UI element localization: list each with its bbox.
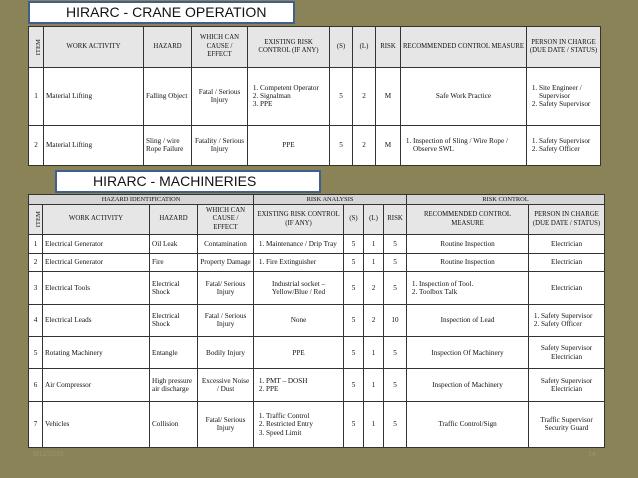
table-row: [29, 369, 605, 401]
machineries-table: [28, 194, 605, 448]
risk-cell: M: [376, 125, 401, 165]
existing-control-cell: [254, 401, 344, 447]
person-in-charge-cell: [529, 304, 605, 336]
header-existing-control: EXISTING RISK CONTROL (IF ANY): [248, 27, 330, 68]
work-activity-cell: Material Lifting: [44, 68, 144, 126]
header-existing-control: EXISTING RISK CONTROL (IF ANY): [254, 205, 344, 235]
machineries-title: HIRARC - MACHINERIES: [55, 170, 321, 193]
band-risk-analysis: RISK ANALYSIS: [254, 195, 407, 205]
hazard-cell: Sling / wire Rope Failure: [144, 125, 192, 165]
work-activity-cell: Electrical Leads: [43, 304, 150, 336]
crane-header-row: [29, 27, 601, 68]
existing-control-list: [250, 84, 327, 109]
existing-control-cell: [254, 235, 344, 254]
table-row: [29, 125, 601, 165]
effect-cell: Fatal/ Serious Injury: [198, 272, 254, 304]
footer-date: 8/11/2018: [33, 451, 64, 458]
header-severity: (S): [344, 205, 364, 235]
effect-cell: Bodily Injury: [198, 337, 254, 369]
severity-cell: 5: [344, 304, 364, 336]
list-item: 1. Inspection of Tool.: [419, 280, 526, 288]
table-row: [29, 401, 605, 447]
effect-cell: Contamination: [198, 235, 254, 254]
item-cell: 7: [29, 401, 43, 447]
list-item: 2. PPE: [266, 385, 341, 393]
likelihood-cell: 2: [353, 68, 376, 126]
person-in-charge-cell: Electrician: [529, 235, 605, 254]
list-item: 2. Safety Officer: [541, 320, 602, 328]
person-in-charge-cell: Safety Supervisor Electrician: [529, 337, 605, 369]
person-in-charge-cell: Electrician: [529, 272, 605, 304]
list-item: 2. Restricted Entry: [266, 420, 341, 428]
header-hazard: HAZARD: [144, 27, 192, 68]
risk-cell: 5: [384, 401, 407, 447]
existing-control-list: [256, 412, 341, 437]
item-cell: 3: [29, 272, 43, 304]
machinery-table-body: [29, 235, 605, 448]
header-hazard: HAZARD: [150, 205, 198, 235]
header-severity: (S): [330, 27, 353, 68]
work-activity-cell: Electrical Generator: [43, 235, 150, 254]
likelihood-cell: 2: [353, 125, 376, 165]
existing-control-cell: Industrial socket – Yellow/Blue / Red: [254, 272, 344, 304]
recommended-measure-cell: Inspection of Lead: [407, 304, 529, 336]
crane-table-body: [29, 68, 601, 166]
item-cell: 2: [29, 125, 44, 165]
effect-cell: Excessive Noise / Dust: [198, 369, 254, 401]
risk-cell: 10: [384, 304, 407, 336]
header-item: ITEM: [29, 27, 44, 68]
work-activity-cell: Electrical Generator: [43, 253, 150, 272]
severity-cell: 5: [344, 253, 364, 272]
table-row: [29, 304, 605, 336]
header-item: ITEM: [29, 205, 43, 235]
recommended-measure-cell: Inspection Of Machinery: [407, 337, 529, 369]
list-item: 1. Safety Supervisor: [541, 312, 602, 320]
machineries-table-panel: [28, 194, 604, 448]
table-row: [29, 337, 605, 369]
work-activity-cell: Vehicles: [43, 401, 150, 447]
recommended-measure-list: [409, 280, 526, 297]
table-row: [29, 235, 605, 254]
existing-control-cell: PPE: [248, 125, 330, 165]
list-item: 3. Speed Limit: [266, 429, 341, 437]
existing-control-list: [256, 240, 341, 248]
likelihood-cell: 1: [364, 401, 384, 447]
recommended-measure-cell: Inspection of Machinery: [407, 369, 529, 401]
list-item: 2. Toolbox Talk: [419, 288, 526, 296]
footer-page-number: 14: [588, 451, 596, 458]
list-item: 2. Signalman: [260, 92, 327, 100]
existing-control-cell: None: [254, 304, 344, 336]
risk-cell: 5: [384, 337, 407, 369]
header-recommended-measure: RECOMMENDED CONTROL MEASURE: [401, 27, 527, 68]
list-item: 3. PPE: [260, 100, 327, 108]
severity-cell: 5: [344, 337, 364, 369]
header-likelihood: (L): [353, 27, 376, 68]
list-item: 2. Safety Officer: [539, 145, 598, 153]
hazard-cell: Entangle: [150, 337, 198, 369]
recommended-measure-cell: [407, 272, 529, 304]
item-cell: 4: [29, 304, 43, 336]
hazard-cell: High pressure air discharge: [150, 369, 198, 401]
table-row: [29, 253, 605, 272]
header-person-in-charge: PERSON IN CHARGE (DUE DATE / STATUS): [527, 27, 601, 68]
recommended-measure-list: [403, 137, 524, 154]
item-cell: 2: [29, 253, 43, 272]
list-item: 1. PMT – DOSH: [266, 377, 341, 385]
list-item: 1. Fire Extinguisher: [266, 258, 341, 266]
person-in-charge-list: [531, 312, 602, 329]
existing-control-list: [256, 377, 341, 394]
risk-cell: 5: [384, 369, 407, 401]
severity-cell: 5: [330, 68, 353, 126]
person-in-charge-cell: Electrician: [529, 253, 605, 272]
item-cell: 6: [29, 369, 43, 401]
risk-cell: 5: [384, 272, 407, 304]
header-effect: WHICH CAN CAUSE / EFFECT: [192, 27, 248, 68]
recommended-measure-cell: Routine Inspection: [407, 235, 529, 254]
list-item: 1. Site Engineer / Supervisor: [539, 84, 598, 101]
person-in-charge-cell: Safety Supervisor Electrician: [529, 369, 605, 401]
likelihood-cell: 1: [364, 253, 384, 272]
hazard-cell: Collision: [150, 401, 198, 447]
recommended-measure-cell: [401, 125, 527, 165]
severity-cell: 5: [344, 235, 364, 254]
hazard-cell: Fire: [150, 253, 198, 272]
likelihood-cell: 1: [364, 235, 384, 254]
severity-cell: 5: [344, 369, 364, 401]
header-risk: RISK: [376, 27, 401, 68]
header-recommended-measure: RECOMMENDED CONTROL MEASURE: [407, 205, 529, 235]
hazard-cell: Electrical Shock: [150, 304, 198, 336]
item-cell: 5: [29, 337, 43, 369]
hazard-cell: Electrical Shock: [150, 272, 198, 304]
effect-cell: Fatality / Serious Injury: [192, 125, 248, 165]
existing-control-cell: [248, 68, 330, 126]
recommended-measure-cell: Safe Work Practice: [401, 68, 527, 126]
crane-operation-title: HIRARC - CRANE OPERATION: [28, 1, 295, 24]
band-row: [29, 195, 605, 205]
person-in-charge-list: [529, 137, 598, 154]
header-person-in-charge: PERSON IN CHARGE (DUE DATE / STATUS): [529, 205, 605, 235]
effect-cell: Property Damage: [198, 253, 254, 272]
likelihood-cell: 2: [364, 272, 384, 304]
list-item: 1. Competent Operator: [260, 84, 327, 92]
list-item: 1. Inspection of Sling / Wire Rope / Observe SWL: [413, 137, 524, 154]
risk-cell: M: [376, 68, 401, 126]
effect-cell: Fatal / Serious Injury: [198, 304, 254, 336]
risk-cell: 5: [384, 235, 407, 254]
likelihood-cell: 1: [364, 337, 384, 369]
person-in-charge-list: [529, 84, 598, 109]
severity-cell: 5: [344, 401, 364, 447]
recommended-measure-cell: Routine Inspection: [407, 253, 529, 272]
header-work-activity: WORK ACTIVITY: [44, 27, 144, 68]
existing-control-cell: [254, 253, 344, 272]
recommended-measure-cell: Traffic Control/Sign: [407, 401, 529, 447]
person-in-charge-cell: [527, 68, 601, 126]
work-activity-cell: Electrical Tools: [43, 272, 150, 304]
list-item: 2. Safety Supervisor: [539, 100, 598, 108]
severity-cell: 5: [330, 125, 353, 165]
machinery-header-row: [29, 205, 605, 235]
table-row: [29, 272, 605, 304]
hazard-cell: Falling Object: [144, 68, 192, 126]
risk-cell: 5: [384, 253, 407, 272]
header-effect: WHICH CAN CAUSE / EFFECT: [198, 205, 254, 235]
header-risk: RISK: [384, 205, 407, 235]
likelihood-cell: 2: [364, 304, 384, 336]
list-item: 1. Safety Supervisor: [539, 137, 598, 145]
severity-cell: 5: [344, 272, 364, 304]
likelihood-cell: 1: [364, 369, 384, 401]
person-in-charge-cell: Traffic Supervisor Security Guard: [529, 401, 605, 447]
band-hazard-identification: HAZARD IDENTIFICATION: [29, 195, 254, 205]
item-cell: 1: [29, 235, 43, 254]
crane-operation-table: [28, 26, 601, 166]
hazard-cell: Oil Leak: [150, 235, 198, 254]
band-risk-control: RISK CONTROL: [407, 195, 605, 205]
list-item: 1. Traffic Control: [266, 412, 341, 420]
effect-cell: Fatal / Serious Injury: [192, 68, 248, 126]
work-activity-cell: Material Lifting: [44, 125, 144, 165]
existing-control-list: [256, 258, 341, 266]
header-likelihood: (L): [364, 205, 384, 235]
crane-operation-table-panel: [28, 26, 600, 166]
person-in-charge-cell: [527, 125, 601, 165]
existing-control-cell: PPE: [254, 337, 344, 369]
item-cell: 1: [29, 68, 44, 126]
effect-cell: Fatal/ Serious Injury: [198, 401, 254, 447]
header-work-activity: WORK ACTIVITY: [43, 205, 150, 235]
work-activity-cell: Air Compressor: [43, 369, 150, 401]
existing-control-cell: [254, 369, 344, 401]
list-item: 1. Maintenance / Drip Tray: [266, 240, 341, 248]
work-activity-cell: Rotating Machinery: [43, 337, 150, 369]
table-row: [29, 68, 601, 126]
